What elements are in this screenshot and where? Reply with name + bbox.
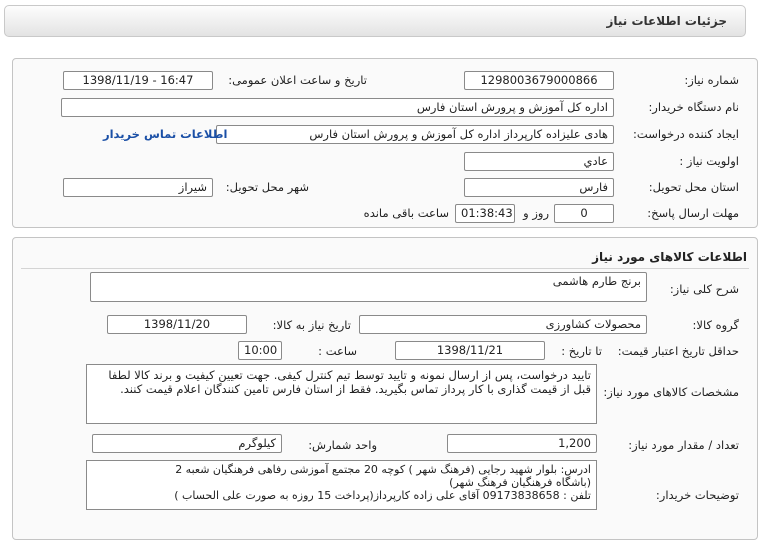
unit-field: کیلوگرم	[92, 434, 282, 453]
need-date-field: 1398/11/20	[107, 315, 247, 334]
province-field: فارس	[464, 178, 614, 197]
validity-label: حداقل تاريخ اعتبار قيمت:	[617, 344, 739, 358]
notes-label: توضيحات خريدار:	[655, 488, 739, 502]
qty-label: تعداد / مقدار مورد نياز:	[628, 438, 739, 452]
notes-field	[86, 460, 597, 510]
group-field: محصولات کشاورزی	[359, 315, 647, 334]
buyer-org-field: اداره کل آموزش و پرورش استان فارس	[61, 98, 614, 117]
validity-hour-label: ساعت :	[318, 344, 357, 358]
need-info-panel	[12, 58, 758, 228]
creator-label: ايجاد کننده درخواست:	[633, 127, 739, 141]
priority-field: عادي	[464, 152, 614, 171]
days-label: روز و	[523, 206, 549, 220]
validity-time-field: 10:00	[238, 341, 282, 360]
city-label: شهر محل تحويل:	[225, 180, 309, 194]
unit-label: واحد شمارش:	[308, 438, 377, 452]
group-label: گروه کالا:	[692, 318, 739, 332]
until-date-label: تا تاريخ :	[561, 344, 602, 358]
specs-line-1: تایید درخواست، پس از ارسال نمونه و تایید توسط تیم کنترل کیفی. جهت تعیین کیفیت و برند کالا لطفا	[108, 368, 591, 382]
creator-field: هادی علیزاده کارپرداز اداره کل آموزش و پرورش استان فارس	[216, 125, 614, 144]
goods-section-title: اطلاعات کالاهای مورد نياز	[592, 250, 747, 264]
page-header	[4, 5, 746, 37]
notes-line-2: (باشگاه فرهنگیان فرهنگ شهر)	[449, 476, 591, 489]
buyer-contact-link[interactable]: اطلاعات تماس خريدار	[103, 127, 228, 141]
section-divider	[21, 268, 749, 269]
validity-date-field: 1398/11/21	[395, 341, 545, 360]
notes-line-3: تلفن : 09173838658 آقای علی زاده کارپرداز(پرداخت 15 روزه به صورت علی الحساب )	[174, 489, 591, 502]
qty-field: 1,200	[447, 434, 597, 453]
need-number-field: 1298003679000866	[464, 71, 614, 90]
specs-field	[86, 364, 597, 424]
time-left-field: 01:38:43	[455, 204, 515, 223]
desc-label: شرح کلی نياز:	[669, 282, 739, 296]
desc-field: برنج طارم هاشمی	[90, 272, 647, 302]
announce-date-field: 1398/11/19 - 16:47	[63, 71, 213, 90]
announce-date-label: تاريخ و ساعت اعلان عمومی:	[228, 73, 367, 87]
priority-label: اولويت نياز :	[679, 154, 739, 168]
days-field: 0	[554, 204, 614, 223]
goods-panel	[12, 237, 758, 540]
specs-label: مشخصات کالاهای مورد نياز:	[603, 385, 739, 399]
page-title: جزئيات اطلاعات نياز	[606, 14, 727, 28]
province-label: استان محل تحويل:	[648, 180, 739, 194]
deadline-label: مهلت ارسال پاسخ:	[647, 206, 739, 220]
need-number-label: شماره نياز:	[684, 73, 739, 87]
buyer-org-label: نام دستگاه خريدار:	[648, 100, 739, 114]
notes-line-1: ادرس: بلوار شهید رجایی (فرهنگ شهر ) کوچه 20 مجتمع آموزشی رفاهی فرهنگیان شعبه 2	[175, 463, 591, 476]
specs-line-2: قبل از قیمت گذاری با کار پرداز تماس بگیرید. فقط از استان فارس تامین کنندگان اعلام قیمت کنند.	[120, 382, 591, 396]
need-date-label: تاريخ نياز به کالا:	[272, 318, 351, 332]
city-field: شیراز	[63, 178, 213, 197]
time-left-label: ساعت باقی مانده	[363, 206, 449, 220]
